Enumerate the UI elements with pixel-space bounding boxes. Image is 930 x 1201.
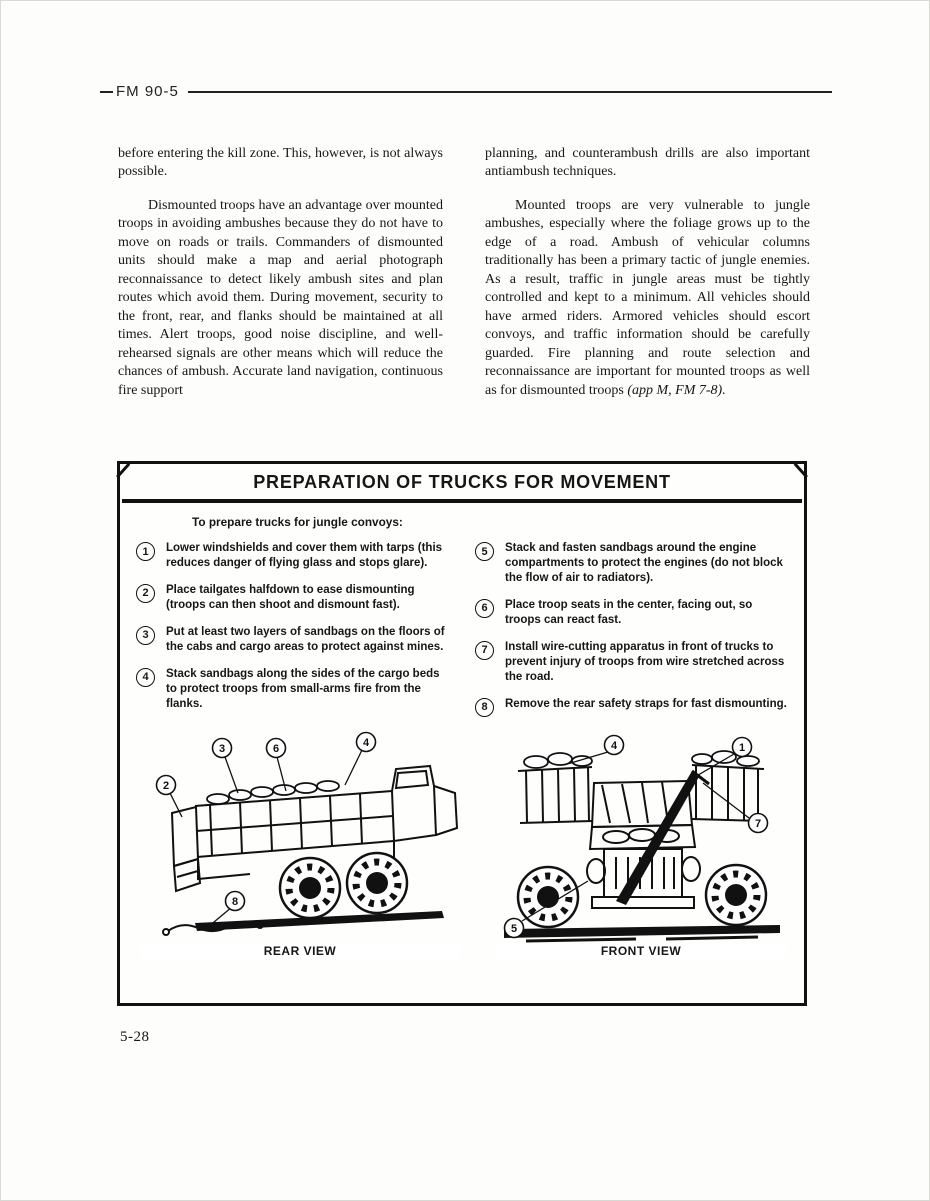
paragraph-continuation: planning, and counterambush drills are also important antiambush techniques. [485, 146, 810, 180]
callout-2 [157, 775, 176, 794]
bed-stake-sides [518, 765, 764, 823]
callout-8 [226, 891, 245, 910]
instructions-left-column [136, 541, 449, 729]
front-view-label: FRONT VIEW [496, 944, 786, 958]
figure-intro: To prepare trucks for jungle convoys: [192, 515, 403, 529]
callout-number: 4 [362, 736, 370, 749]
rear-wheels [280, 853, 407, 918]
body-text [118, 145, 810, 400]
figure-item-6 [475, 598, 788, 628]
figure-item-1 [136, 541, 449, 571]
header-dash-rule [100, 91, 113, 93]
rear-view-callouts [157, 732, 376, 910]
callout-number: 1 [738, 741, 746, 754]
item-1-text: Lower windshields and cover them with tarps (this reduces danger of flying glass and stops glare). [166, 542, 443, 569]
header-rule [188, 91, 832, 93]
item-5-number-badge: 5 [475, 542, 494, 561]
item-7-number-badge: 7 [475, 641, 494, 660]
figure-item-5 [475, 541, 788, 586]
item-4-text: Stack sandbags along the sides of the cargo beds to protect troops from small-arms fire from the flanks. [166, 667, 440, 710]
item-6-text: Place troop seats in the center, facing out, so troops can react fast. [505, 598, 753, 626]
item-2-text: Place tailgates halfdown to ease dismounting (troops can then shoot and dismount fast). [166, 583, 415, 611]
rear-view-label: REAR VIEW [140, 944, 460, 958]
page-number: 5-28 [120, 1029, 150, 1045]
item-8-text: Remove the rear safety straps for fast dismounting. [505, 697, 787, 710]
figure-item-3 [136, 625, 449, 655]
paragraph-dismounted-troops: Dismounted troops have an advantage over mounted troops in avoiding ambushes because they do not have to move on roads or trails. Commanders of dismounted units should make a map and aerial photograph reconnaissance to detect likely ambush sites and plan routes which avoid them. During movement, security to the front, rear, and flanks should be maintained at all times. Alert troops, good noise discipline, and well-rehearsed signals are other means which will reduce the chances of ambush. Accurate land navigation, continuous fire support [118, 197, 443, 398]
figure-item-4 [136, 667, 449, 712]
callout-4 [605, 735, 624, 754]
paragraph-text: Mounted troops are very vulnerable to jungle ambushes, especially where the foliage grows up to the edge of a road. Ambush of vehicular columns traditionally has been a primary tactic of jungle enemies. As a result, traffic in jungle areas must be tightly controlled and kept to a minimum. All vehicles should have armed riders. Armored vehicles should escort convoys, and traffic information should be carefully guarded. Fire planning and route selection and reconnaissance are important for mounted troops as well as for dismounted troops [485, 197, 810, 398]
figure-instructions [120, 529, 804, 729]
callout-1 [733, 737, 752, 756]
page-header [100, 83, 832, 100]
callout-number: 3 [218, 742, 226, 755]
callout-number: 8 [231, 895, 239, 908]
figure-title: PREPARATION OF TRUCKS FOR MOVEMENT [253, 472, 671, 492]
paragraph-mounted-troops [485, 197, 810, 400]
right-column [485, 145, 810, 400]
callout-number: 4 [610, 739, 618, 752]
callout-3 [213, 738, 232, 757]
paragraph-continuation: before entering the kill zone. This, however, is not always possible. [118, 146, 443, 180]
callout-number: 2 [162, 779, 170, 792]
citation: (app M, FM 7-8). [627, 382, 726, 398]
rear-view-truck-drawing [140, 731, 460, 943]
callout-7 [749, 813, 768, 832]
figure-item-7 [475, 640, 788, 685]
item-1-number-badge: 1 [136, 542, 155, 561]
item-4-number-badge: 4 [136, 668, 155, 687]
figure-box [117, 461, 807, 1006]
item-3-text: Put at least two layers of sandbags on the floors of the cabs and cargo areas to protect against mines. [166, 625, 445, 653]
callout-5 [505, 918, 524, 937]
figure-item-8 [475, 697, 788, 717]
left-column [118, 145, 443, 400]
callout-number: 5 [510, 922, 518, 935]
callout-number: 7 [754, 817, 762, 830]
page-footer [120, 1029, 150, 1046]
callout-6 [267, 738, 286, 757]
figure-illustrations [120, 729, 804, 958]
truck-cab [392, 766, 457, 841]
item-6-number-badge: 6 [475, 599, 494, 618]
manual-number: FM 90-5 [116, 83, 179, 100]
figure-title-rule [122, 499, 802, 503]
item-3-number-badge: 3 [136, 626, 155, 645]
rear-view-illustration [140, 731, 460, 958]
item-5-text: Stack and fasten sandbags around the engine compartments to protect the engines (do not block the flow of air to radiators). [505, 542, 783, 584]
item-8-number-badge: 8 [475, 698, 494, 717]
callout-number: 6 [272, 742, 280, 755]
callout-4 [357, 732, 376, 751]
item-7-text: Install wire-cutting apparatus in front of trucks to prevent injury of troops from wire stretched across the road. [505, 640, 785, 683]
instructions-right-column [475, 541, 788, 729]
front-view-illustration [496, 731, 786, 958]
front-view-truck-drawing [496, 731, 786, 943]
item-2-number-badge: 2 [136, 584, 155, 603]
figure-item-2 [136, 583, 449, 613]
